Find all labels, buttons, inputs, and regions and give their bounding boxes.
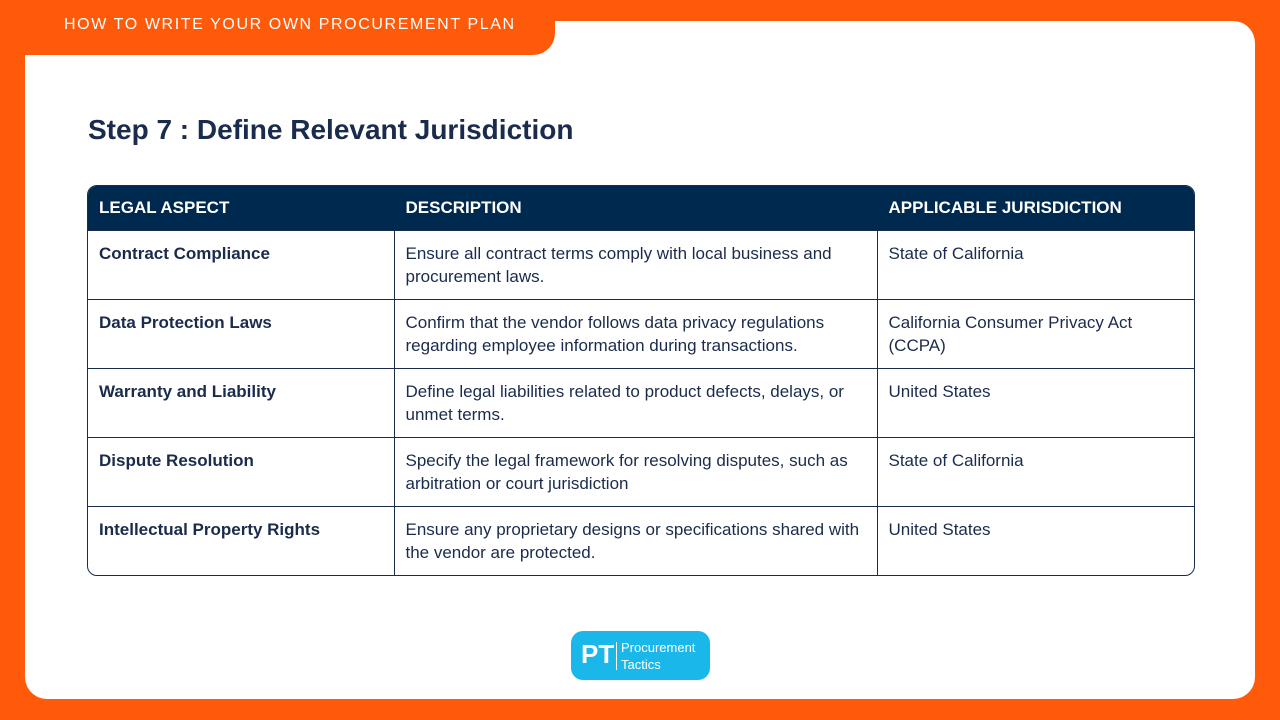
column-header-description: DESCRIPTION xyxy=(394,186,877,231)
section-title: HOW TO WRITE YOUR OWN PROCUREMENT PLAN xyxy=(64,16,516,33)
logo-line-1: Procurement xyxy=(621,640,696,655)
logo-divider xyxy=(616,642,617,670)
table-row xyxy=(88,300,1194,369)
table-row xyxy=(88,369,1194,438)
jurisdiction-cell: United States xyxy=(877,369,1194,438)
legal-aspect-cell: Intellectual Property Rights xyxy=(88,507,394,576)
page-title: Step 7 : Define Relevant Jurisdiction xyxy=(88,114,574,145)
column-header-legal-aspect: LEGAL ASPECT xyxy=(88,186,394,231)
legal-aspect-cell: Contract Compliance xyxy=(88,231,394,300)
description-cell: Confirm that the vendor follows data privacy regulations regarding employee information during transactions. xyxy=(394,300,877,369)
description-cell: Define legal liabilities related to product defects, delays, or unmet terms. xyxy=(394,369,877,438)
jurisdiction-cell: State of California xyxy=(877,231,1194,300)
jurisdiction-cell: State of California xyxy=(877,438,1194,507)
jurisdiction-table xyxy=(87,185,1195,576)
legal-aspect-cell: Warranty and Liability xyxy=(88,369,394,438)
description-cell: Specify the legal framework for resolving disputes, such as arbitration or court jurisdiction xyxy=(394,438,877,507)
logo-initials: PT xyxy=(581,639,615,669)
description-cell: Ensure any proprietary designs or specifications shared with the vendor are protected. xyxy=(394,507,877,576)
jurisdiction-cell: United States xyxy=(877,507,1194,576)
legal-aspect-cell: Data Protection Laws xyxy=(88,300,394,369)
table-row xyxy=(88,438,1194,507)
table-header-row xyxy=(88,186,1194,231)
procurement-tactics-logo xyxy=(571,631,710,680)
legal-aspect-cell: Dispute Resolution xyxy=(88,438,394,507)
logo-line-2: Tactics xyxy=(621,657,661,672)
table-row xyxy=(88,231,1194,300)
description-cell: Ensure all contract terms comply with local business and procurement laws. xyxy=(394,231,877,300)
column-header-jurisdiction: APPLICABLE JURISDICTION xyxy=(877,186,1194,231)
jurisdiction-cell: California Consumer Privacy Act (CCPA) xyxy=(877,300,1194,369)
table-row xyxy=(88,507,1194,576)
